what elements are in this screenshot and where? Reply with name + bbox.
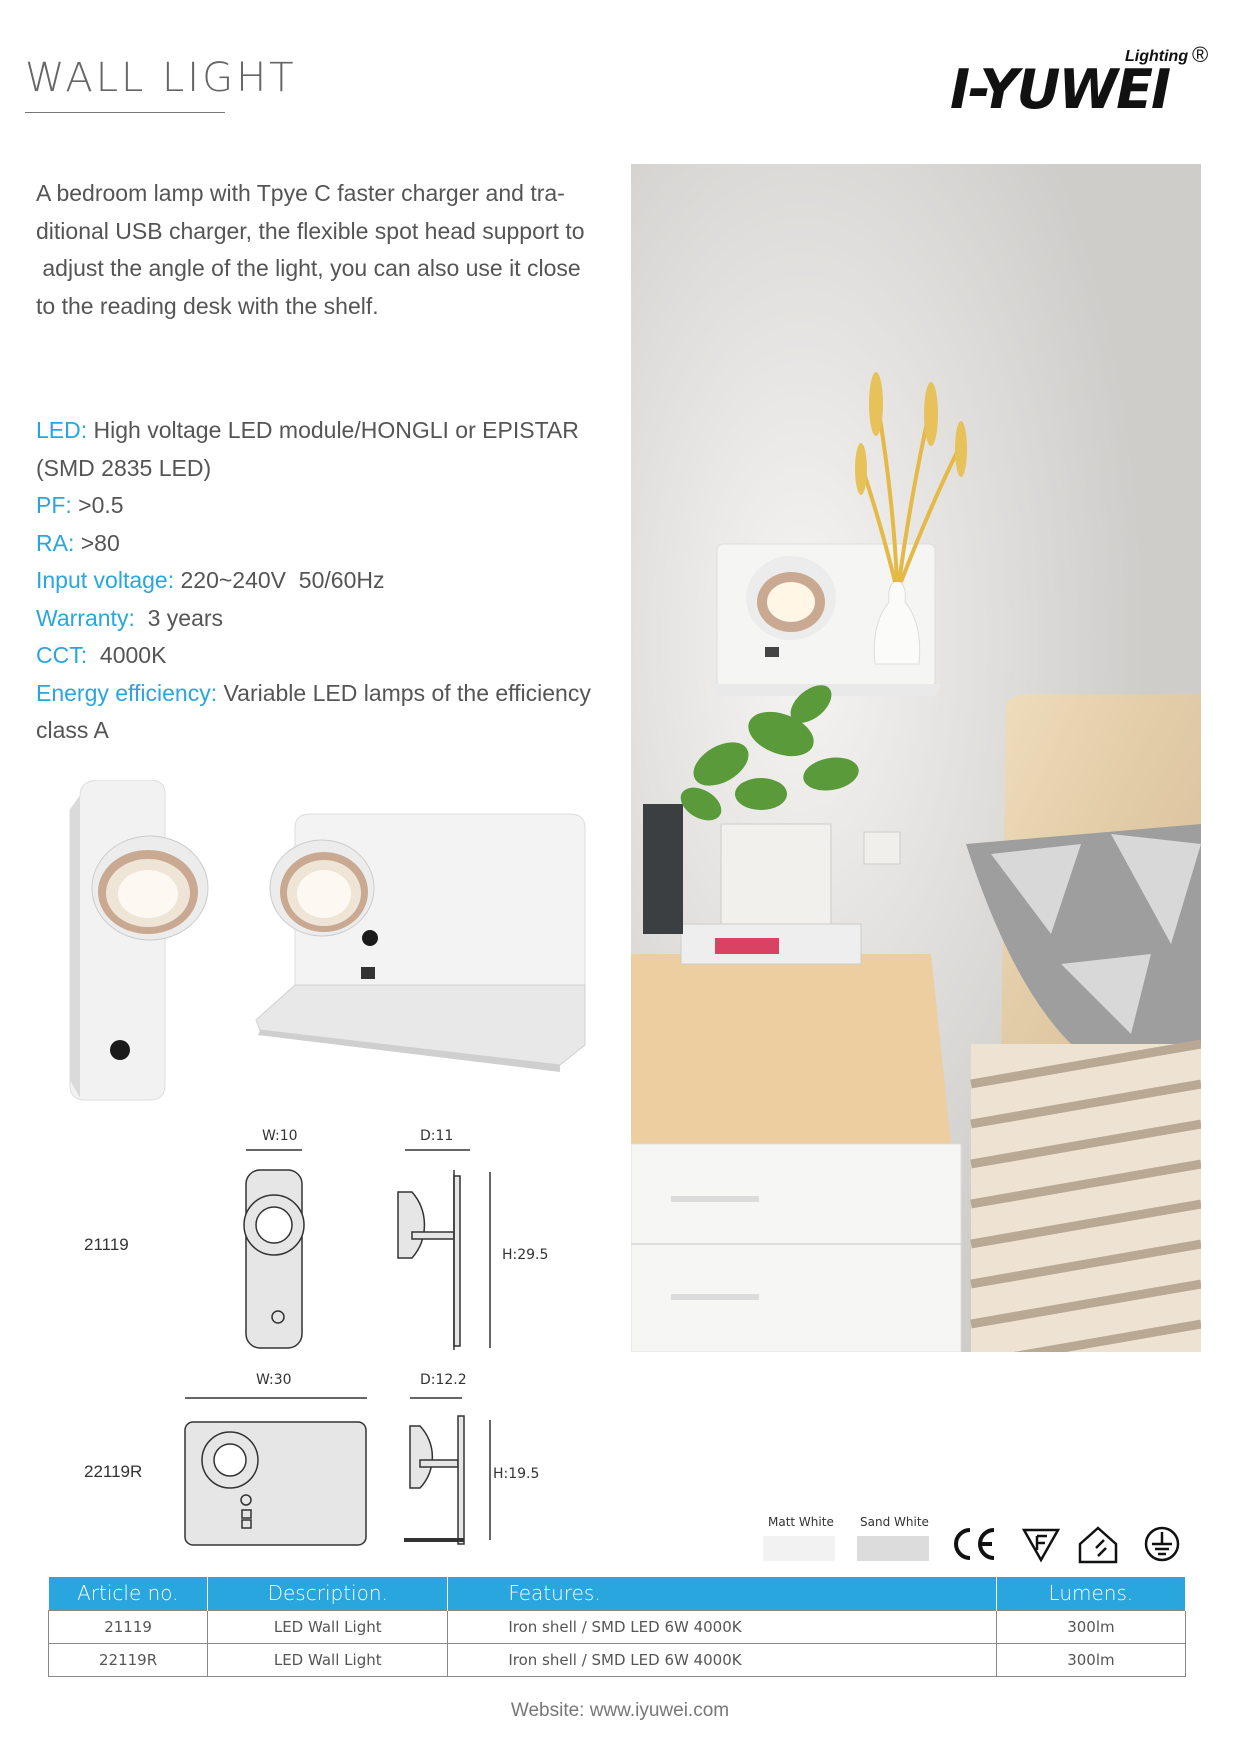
col-features: Features. [448,1577,996,1610]
indoor-use-icon [1080,1528,1116,1562]
cell-article-no: 22119R [49,1643,208,1676]
dim-depth-21119: D:11 [420,1128,454,1144]
spec-value: (SMD 2835 LED) [36,454,212,481]
finish-label-sand-white: Sand White [860,1515,929,1529]
spec-key: PF: [36,492,72,518]
cell-features: Iron shell / SMD LED 6W 4000K [448,1610,996,1643]
spec-value: 220~240V 50/60Hz [174,567,385,593]
table-row [49,1643,1186,1676]
spec-key: CCT: [36,642,88,668]
intro-line: to the reading desk with the shelf. [36,292,379,319]
cell-features: Iron shell / SMD LED 6W 4000K [448,1643,996,1676]
dim-height-22119r: H:19.5 [493,1466,540,1482]
ground-symbol-icon [1146,1528,1178,1560]
ce-mark-icon [956,1530,994,1558]
col-article-no: Article no. [49,1577,208,1610]
spec-value: High voltage LED module/HONGLI or EPISTAR [87,417,579,443]
registered-mark: ® [1192,42,1209,67]
spec-value: class A [36,717,109,743]
brand-name: I-YUWEI [950,58,1170,121]
certification-icons [948,1522,1184,1566]
table-row [49,1610,1186,1643]
spec-key: Warranty: [36,604,135,631]
finish-label-matt-white: Matt White [768,1515,834,1529]
spec-value: >0.5 [71,492,124,518]
intro-line: A bedroom lamp with Tpye C faster charger and tra- [36,180,565,206]
brand-subtitle: Lighting [1125,48,1189,65]
spec-key: Input voltage: [36,567,175,593]
cell-description: LED Wall Light [208,1643,448,1676]
dim-height-21119: H:29.5 [502,1247,549,1263]
finish-swatch-matt-white [763,1536,835,1561]
drawing-code-22119r: 22119R [84,1462,143,1481]
dim-width-22119r: W:30 [256,1372,292,1388]
table-header-row [49,1577,1186,1610]
intro-line: ditional USB charger, the flexible spot head support to [36,217,585,244]
spec-value: 3 years [134,604,224,631]
article-table [48,1577,1186,1677]
spec-value: Variable LED lamps of the efficiency [217,679,591,706]
intro-line: adjust the angle of the light, you can also use it close [36,255,581,281]
f-mark-icon [1024,1530,1058,1560]
cell-lumens: 300lm [996,1643,1185,1676]
spec-key: Energy efficiency: [36,679,218,706]
spec-key: LED: [36,417,88,443]
cell-lumens: 300lm [996,1610,1185,1643]
website-footer: Website: www.iyuwei.com [510,1700,730,1721]
page-title: WALL LIGHT [25,55,297,101]
finish-swatch-sand-white [857,1536,929,1561]
spec-key: RA: [36,529,75,556]
spec-value: 4000K [87,642,167,668]
cell-description: LED Wall Light [208,1610,448,1643]
col-description: Description. [208,1577,448,1610]
dim-width-21119: W:10 [262,1128,298,1144]
drawing-code-21119: 21119 [84,1235,129,1254]
spec-value: >80 [74,529,120,556]
cell-article-no: 21119 [49,1610,208,1643]
dim-depth-22119r: D:12.2 [420,1372,467,1388]
col-lumens: Lumens. [996,1577,1185,1610]
